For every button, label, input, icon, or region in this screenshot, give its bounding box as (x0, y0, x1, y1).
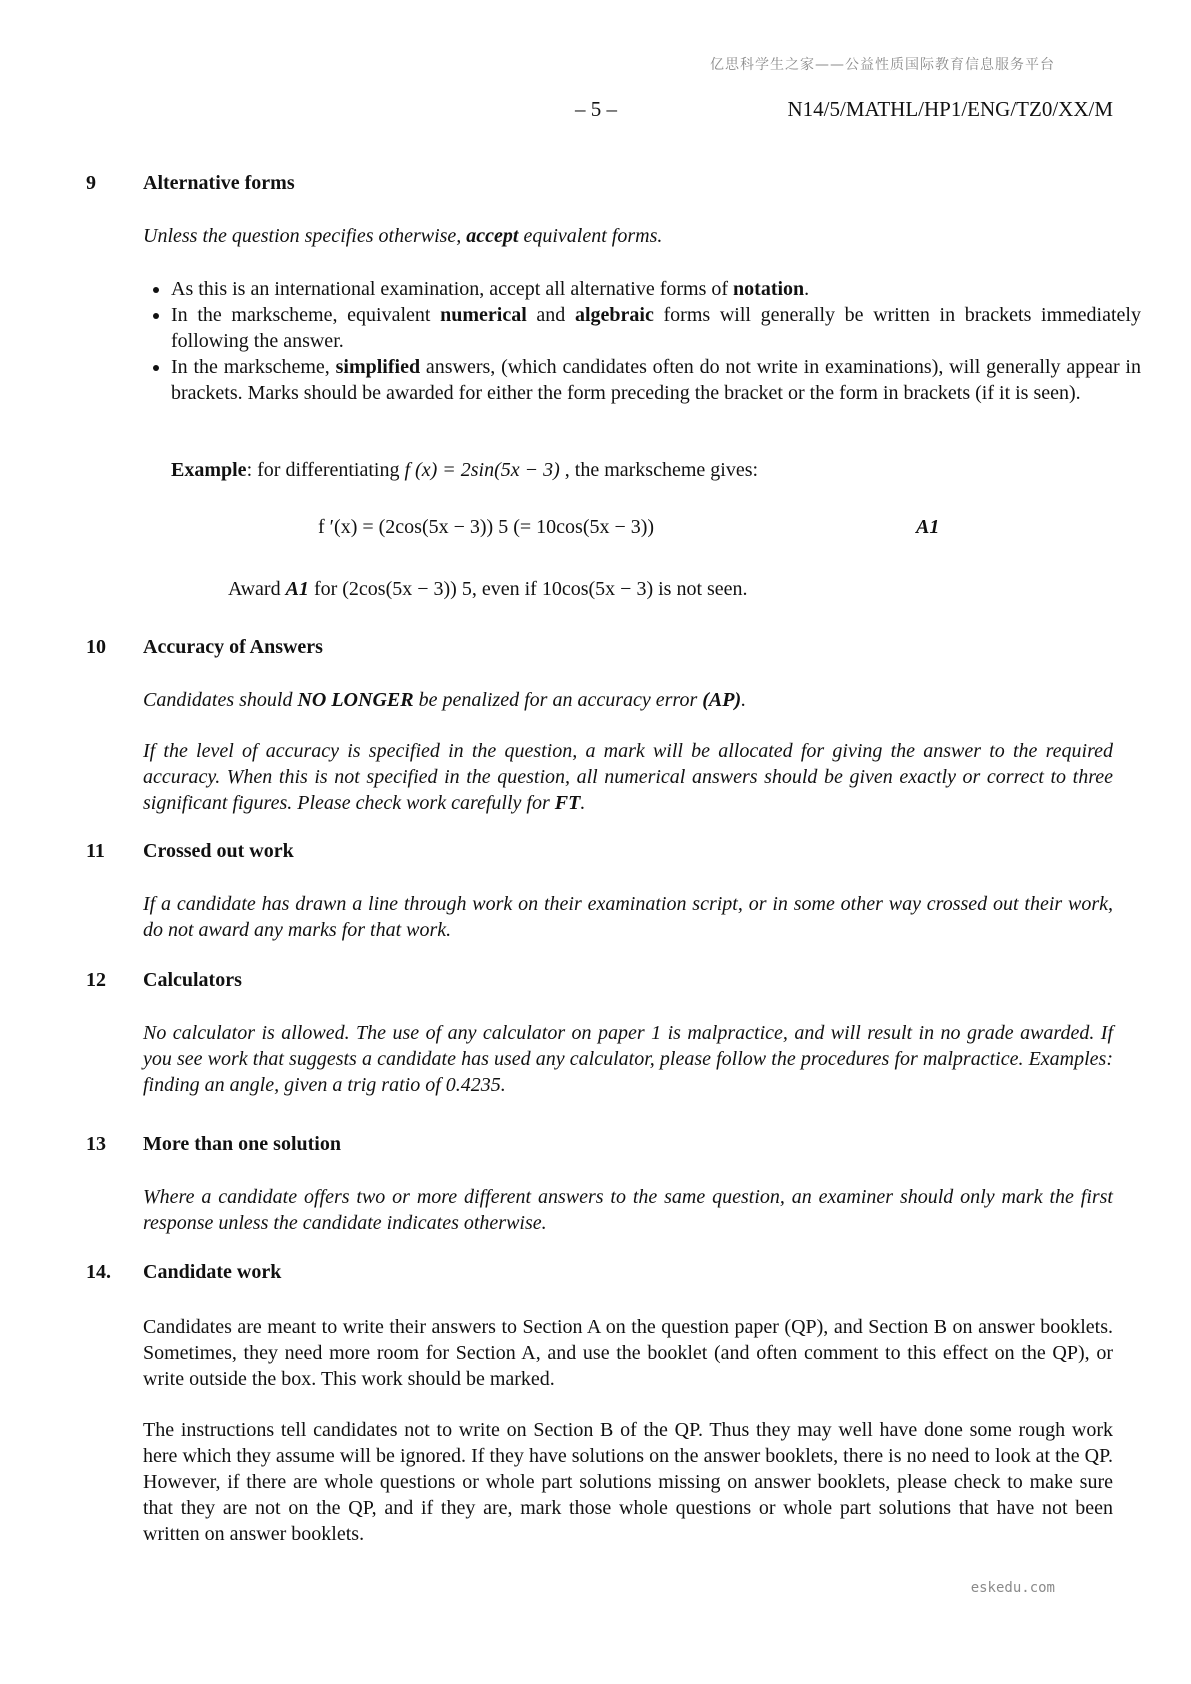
document-code: N14/5/MATHL/HP1/ENG/TZ0/XX/M (787, 97, 1113, 121)
alternative-forms-list (143, 276, 1141, 406)
example-formula: f ′(x) = (2cos(5x − 3)) 5 (= 10cos(5x − 3)) (318, 516, 655, 538)
watermark-bottom: eskedu.com (970, 1580, 1055, 1596)
section-number-12: 12 (86, 969, 106, 991)
section-title-candidate-work: Candidate work (143, 1261, 282, 1283)
watermark-top: 亿思科学生之家——公益性质国际教育信息服务平台 (710, 57, 1055, 73)
more-than-one-paragraph: Where a candidate offers two or more different answers to the same question, an examiner should only mark the first response unless the candidate indicates otherwise. (143, 1186, 1113, 1234)
list-item: • As this is an international examination, accept all alternative forms of notation. (171, 276, 1141, 302)
section-title-crossed-out: Crossed out work (143, 840, 294, 862)
section-number-13: 13 (86, 1133, 106, 1155)
section-title-alternative-forms: Alternative forms (143, 172, 295, 194)
candidate-work-paragraph-1: Candidates are meant to write their answers to Section A on the question paper (QP), and Section B on answer booklets. Sometimes, they need more room for Section A, and use the booklet (and often comment to this effect on the QP), or write outside the box. This work should be marked. (143, 1316, 1113, 1390)
page-number: – 5 – (575, 97, 617, 121)
accuracy-paragraph-1: Candidates should NO LONGER be penalized for an accuracy error (AP). (143, 689, 747, 711)
formula-mark: A1 (916, 516, 940, 538)
award-note: Award A1 for (2cos(5x − 3)) 5, even if 10cos(5x − 3) is not seen. (228, 578, 748, 600)
accuracy-paragraph-2: If the level of accuracy is specified in the question, a mark will be allocated for giving the answer to the required accuracy. When this is not specified in the question, all numerical answers should be given exactly or correct to three significant figures. Please check work carefully for FT. (143, 740, 1113, 814)
section-number-10: 10 (86, 636, 106, 658)
alternative-forms-intro: Unless the question specifies otherwise, accept equivalent forms. (143, 225, 663, 247)
section-number-11: 11 (86, 840, 105, 862)
list-item: • In the markscheme, equivalent numerical and algebraic forms will generally be written in brackets immediately following the answer. (171, 302, 1141, 354)
crossed-out-paragraph: If a candidate has drawn a line through work on their examination script, or in some other way crossed out their work, do not award any marks for that work. (143, 893, 1113, 941)
list-item: • In the markscheme, simplified answers, (which candidates often do not write in examinations), will generally appear in brackets. Marks should be awarded for either the form preceding the bracket or the form in brackets (if it is seen). (171, 354, 1141, 406)
section-number-14: 14. (86, 1261, 111, 1283)
example-line: Example: for differentiating f (x) = 2sin(5x − 3) , the markscheme gives: (171, 459, 759, 481)
section-title-calculators: Calculators (143, 969, 242, 991)
section-title-more-than-one: More than one solution (143, 1133, 341, 1155)
section-number-9: 9 (86, 172, 96, 194)
calculators-paragraph: No calculator is allowed. The use of any calculator on paper 1 is malpractice, and will result in no grade awarded. If you see work that suggests a candidate has used any calculator, please follow the procedures for malpractice. Examples: finding an angle, given a trig ratio of 0.4235. (143, 1022, 1113, 1096)
candidate-work-paragraph-2: The instructions tell candidates not to write on Section B of the QP. Thus they may well have done some rough work here which they assume will be ignored. If they have solutions on the answer booklets, there is no need to look at the QP. However, if there are whole questions or whole part solutions missing on answer booklets, please check to make sure that they are not on the QP, and if they are, mark those whole questions or whole part solutions that have not been written on answer booklets. (143, 1419, 1113, 1545)
section-title-accuracy: Accuracy of Answers (143, 636, 323, 658)
